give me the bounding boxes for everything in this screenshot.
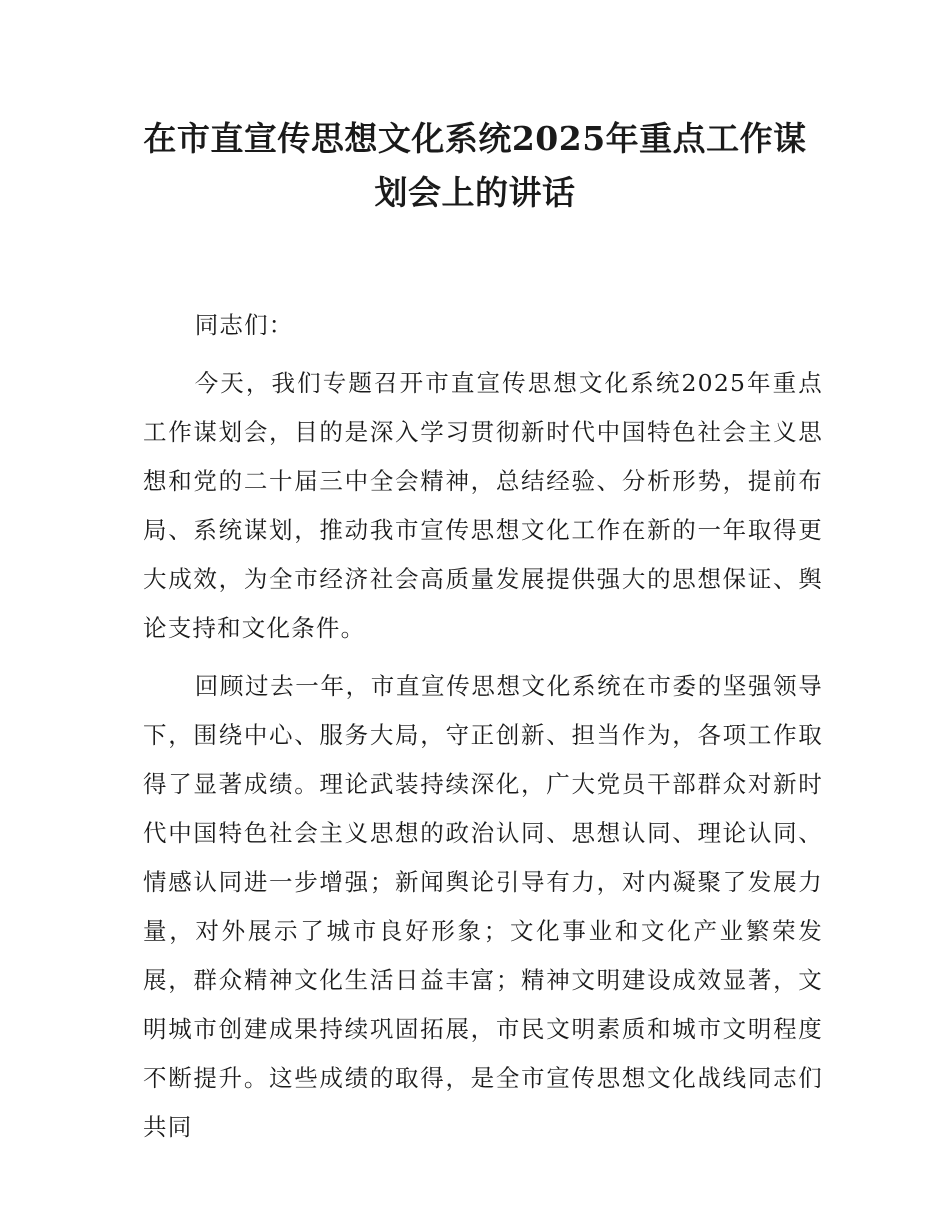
salutation: 同志们： [194,311,294,339]
paragraph-2: 回顾过去一年，市直宣传思想文化系统在市委的坚强领导下，围绕中心、服务大局，守正创新、担当作为，各项工作取得了显著成绩。理论武装持续深化，广大党员干部群众对新时代中国特色社会主义思想的政治认同、思想认同、理论认同、情感认同进一步增强；新闻舆论引导有力，对内凝聚了发展力量，对外展示了城市良好形象；文化事业和文化产业繁荣发展，群众精神文化生活日益丰富；精神文明建设成效显著，文明城市创建成果持续巩固拓展，市民文明素质和城市文明程度不断提升。这些成绩的取得，是全市宣传思想文化战线同志们共同 [143,672,823,1141]
title-line-2: 划会上的讲话 [374,173,576,212]
document-body [143,301,823,1152]
paragraph-1: 今天，我们专题召开市直宣传思想文化系统2025年重点工作谋划会，目的是深入学习贯彻新时代中国特色社会主义思想和党的二十届三中全会精神，总结经验、分析形势，提前布局、系统谋划，推动我市宣传思想文化工作在新的一年取得更大成效，为全市经济社会高质量发展提供强大的思想保证、舆论支持和文化条件。 [143,369,823,642]
title-line-1: 在市直宣传思想文化系统2025年重点工作谋 [143,119,807,158]
document-title [120,112,830,220]
